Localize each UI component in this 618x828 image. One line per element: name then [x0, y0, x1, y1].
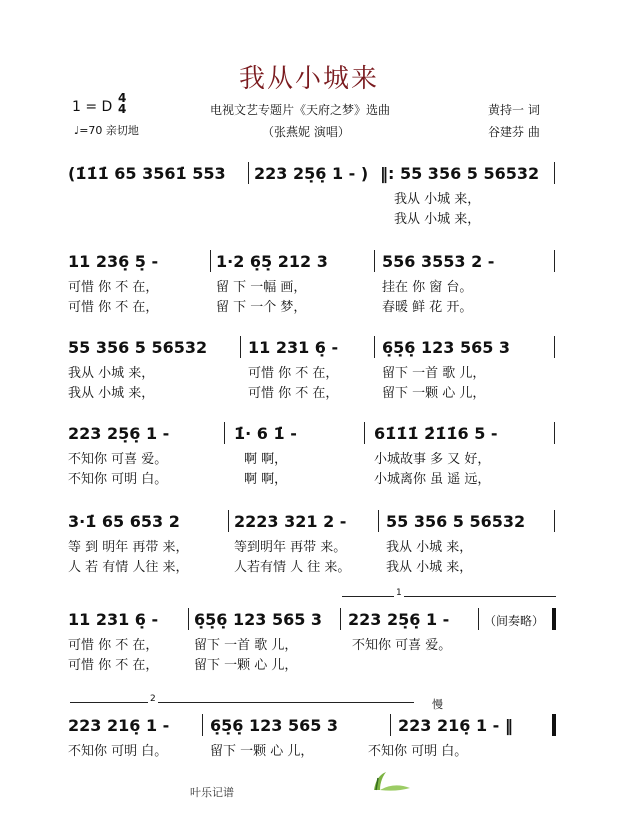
leaf-icon: [372, 770, 412, 792]
barline: [554, 422, 555, 444]
measure: 223 216̣ 1 -: [68, 716, 170, 735]
barline: [378, 510, 379, 532]
measure: 223 25̣6̣ 1 -: [68, 424, 170, 443]
barline: [390, 714, 391, 736]
barline: [374, 336, 375, 358]
lyrics-verse-2: 可惜 你 不 在， 留 下 一个 梦， 春暖 鲜 花 开。: [68, 300, 473, 315]
lyricist: 黄持一 词: [488, 103, 540, 117]
barline: [188, 608, 189, 630]
measure: 3·1̇ 65 653 2: [68, 512, 180, 531]
measure: 223 25̣6̣ 1 - ): [254, 164, 369, 183]
measure: 11 231 6̣ -: [68, 610, 159, 629]
tempo-marking: ♩=70 亲切地: [74, 124, 139, 137]
lyrics-verse-1: 可惜 你 不 在， 留 下 一幅 画， 挂在 你 窗 台。: [68, 280, 473, 295]
score-system-5: [68, 508, 558, 576]
measure: 6̣5̣6̣ 123 565 3: [210, 716, 339, 735]
score-system-7: [68, 694, 558, 760]
barline: [554, 250, 555, 272]
measure: 55 356 5 56532: [68, 338, 208, 357]
volta-2: 2: [70, 702, 414, 711]
lyrics-verse-2: 我从 小城 来， 可惜 你 不 在， 留下 一颗 心 儿，: [68, 386, 486, 401]
tempo-slow-marking: 慢: [432, 698, 443, 711]
barline: [554, 510, 555, 532]
final-barline: [552, 714, 556, 736]
lyrics-verse-2: 我从 小城 来，: [394, 212, 481, 227]
key-signature: 1 = D: [72, 99, 113, 115]
measure: (1̇1̇1̇ 65 3561̇ 553: [68, 164, 226, 183]
barline: [364, 422, 365, 444]
measure: 11 236̣ 5̣ -: [68, 252, 159, 271]
barline: [248, 162, 249, 184]
score-system-3: [68, 334, 558, 402]
time-signature: 4 4: [118, 91, 127, 116]
barline: [478, 608, 479, 630]
measure: 6̣5̣6̣ 123 565 3: [194, 610, 323, 629]
singer: （张燕妮 演唱）: [262, 125, 350, 139]
lyrics-verse-1: 不知你 可喜 爱。 啊 啊， 小城故事 多 又 好，: [68, 452, 491, 467]
measure: 223 216̣ 1 - ‖: [398, 716, 513, 735]
watermark: 叶乐记谱: [190, 786, 234, 799]
barline: [374, 250, 375, 272]
score-system-2: [68, 248, 558, 316]
score-system-4: [68, 420, 558, 488]
measure: 61̇1̇1̇ 2̇1̇1̇6 5 -: [374, 424, 498, 443]
measure: 556 3553 2 -: [382, 252, 495, 271]
measure: 55 356 5 56532: [386, 512, 526, 531]
notes-row: [68, 160, 558, 188]
measure: 1·2 6̣5̣ 212 3: [216, 252, 328, 271]
lyrics-verse-1: 可惜 你 不 在， 留下 一首 歌 儿， 不知你 可喜 爱。: [68, 638, 452, 653]
barline: [340, 608, 341, 630]
lyrics-verse-2: 人 若 有情 人往 来， 人若有情 人 往 来。 我从 小城 来，: [68, 560, 473, 575]
lyrics-verse-1: 等 到 明年 再带 来， 等到明年 再带 来。 我从 小城 来，: [68, 540, 473, 555]
lyrics-verse-2: 不知你 可明 白。 啊 啊， 小城离你 虽 遥 远，: [68, 472, 491, 487]
volta-1: 1: [342, 596, 556, 605]
score-system-6: [68, 588, 558, 674]
barline: [554, 162, 555, 184]
lyrics-verse-2: 可惜 你 不 在， 留下 一颗 心 儿，: [68, 658, 298, 673]
barline: [202, 714, 203, 736]
subtitle: 电视文艺专题片《天府之梦》选曲: [210, 103, 391, 117]
lyrics-verse-1: 我从 小城 来， 可惜 你 不 在， 留下 一首 歌 儿，: [68, 366, 486, 381]
barline: [224, 422, 225, 444]
lyrics-verse-1: 我从 小城 来，: [394, 192, 481, 207]
repeat-end: [552, 608, 556, 630]
measure: 223 25̣6̣ 1 -: [348, 610, 450, 629]
lyrics-verse-1: 不知你 可明 白。 留下 一颗 心 儿， 不知你 可明 白。: [68, 744, 468, 759]
barline: [240, 336, 241, 358]
measure: ‖: 55 356 5 56532: [380, 164, 540, 183]
measure: 6̣5̣6̣ 123 565 3: [382, 338, 511, 357]
barline: [210, 250, 211, 272]
barline: [554, 336, 555, 358]
score-system-1: [68, 160, 558, 228]
measure: 11 231 6̣ -: [248, 338, 339, 357]
interlude-label: （间奏略）: [484, 614, 545, 628]
song-title: 我从小城来: [238, 64, 379, 94]
barline: [228, 510, 229, 532]
composer: 谷建芬 曲: [488, 125, 540, 139]
measure: 1̇· 6 1̇ -: [234, 424, 297, 443]
measure: 2223 321 2 -: [234, 512, 347, 531]
